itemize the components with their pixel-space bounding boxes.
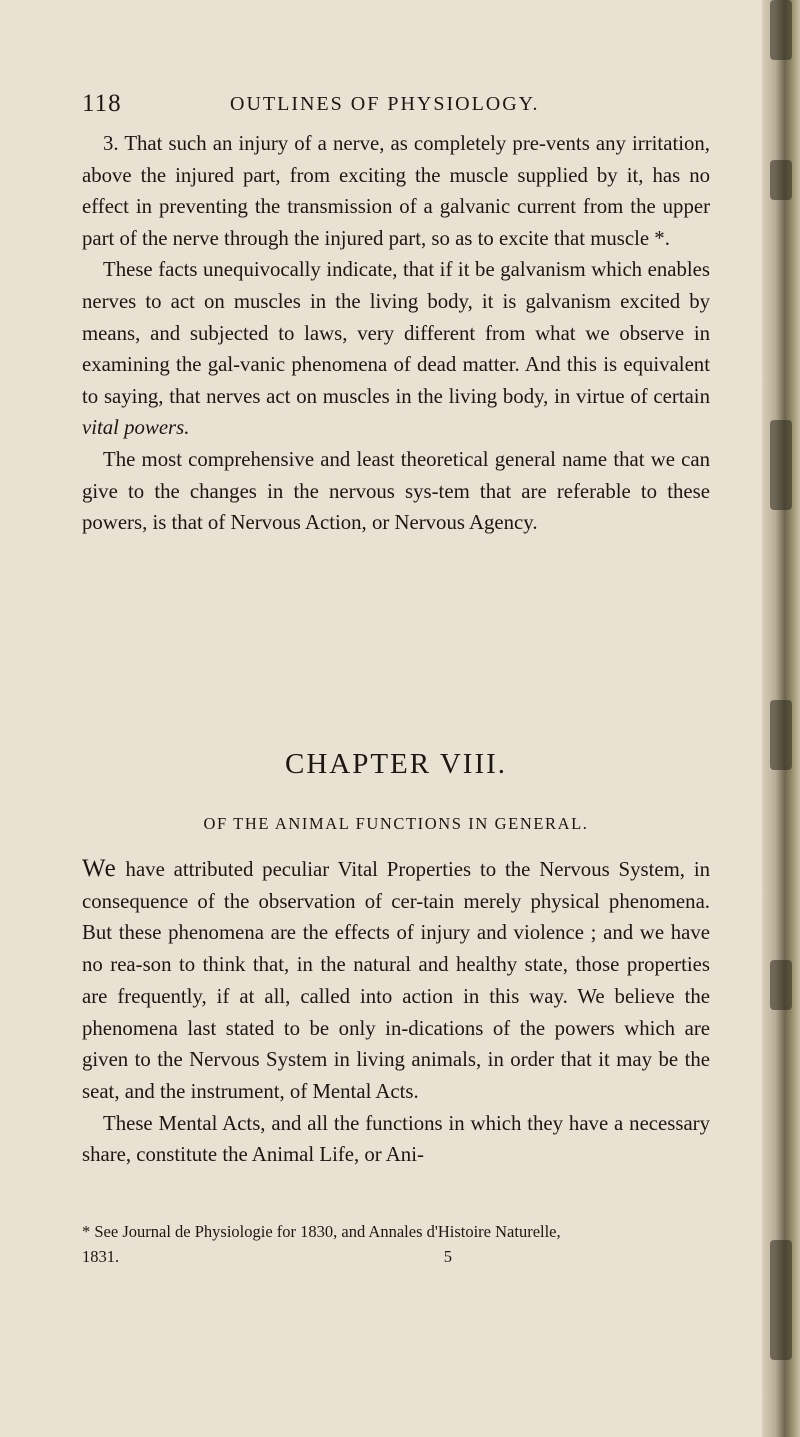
chapter-subtitle: OF THE ANIMAL FUNCTIONS IN GENERAL. — [203, 814, 589, 833]
page-header — [82, 90, 702, 120]
paragraph-3 — [82, 128, 710, 254]
chapter-body — [82, 853, 710, 1171]
paragraph-nervous-action-text: The most comprehensive and least theoretical general name that we can give to the changes in the nervous sys-tem that are referable to these powers, is that of Nervous Action, or Nervous Agency. — [82, 447, 710, 535]
footnote-row — [82, 1244, 452, 1269]
edge-shadow — [770, 160, 792, 200]
footnote — [82, 1219, 710, 1269]
edge-shadow — [770, 700, 792, 770]
chapter-paragraph-2 — [82, 1108, 710, 1171]
chapter-paragraph-1-text: have attributed peculiar Vital Properties to the Nervous System, in consequence of the observation of cer-tain merely physical phenomena. But these phenomena are the effects of injury and violence ; and we have no rea-son to think that, in the natural and healthy state, those properties are frequently, if at all, called into action in this way. We believe the phenomena last stated to be only in-dications of the powers which are given to the Nervous System in living animals, in order that it may be the seat, and the instrument, of Mental Acts. — [82, 858, 710, 1103]
vital-powers-italic: vital powers. — [82, 416, 190, 440]
paragraph-nervous-action — [82, 444, 710, 539]
paragraph-facts-text: These facts unequivocally indicate, that if it be galvanism which enables nerves to act on muscles in the living body, it is galvanism excited by means, and subjected to laws, very different from what we observe in examining the gal-vanic phenomena of dead matter. And this is equivalent to saying, that nerves act on muscles in the living body, in virtue of certain — [82, 258, 710, 408]
chapter-paragraph-2-text: These Mental Acts, and all the functions in which they have a necessary share, constitute the Animal Life, or Ani- — [82, 1111, 710, 1167]
chapter-title: CHAPTER VIII. — [284, 748, 508, 780]
edge-shadow — [770, 0, 792, 60]
edge-shadow — [770, 1240, 792, 1360]
body-text — [82, 128, 710, 539]
chapter-paragraph-1 — [82, 853, 710, 1108]
edge-shadow — [770, 420, 792, 510]
page-number: 118 — [82, 90, 122, 117]
edge-shadow — [770, 960, 792, 1010]
paragraph-3-text: 3. That such an injury of a nerve, as completely pre-vents any irritation, above the injured part, from exciting the muscle supplied by it, has no effect in preventing the transmission of a galvanic current from the upper part of the nerve through the injured part, so as to excite that muscle *. — [82, 132, 710, 250]
signature-mark: 5 — [443, 1247, 452, 1266]
page-edge — [762, 0, 800, 1437]
paragraph-facts — [82, 254, 710, 444]
chapter-dropcap: We — [82, 855, 117, 882]
footnote-line: * See Journal de Physiologie for 1830, and Annales d'Histoire Naturelle, — [82, 1222, 561, 1241]
running-head: OUTLINES OF PHYSIOLOGY. — [230, 93, 540, 115]
footnote-year: 1831. — [82, 1247, 120, 1266]
